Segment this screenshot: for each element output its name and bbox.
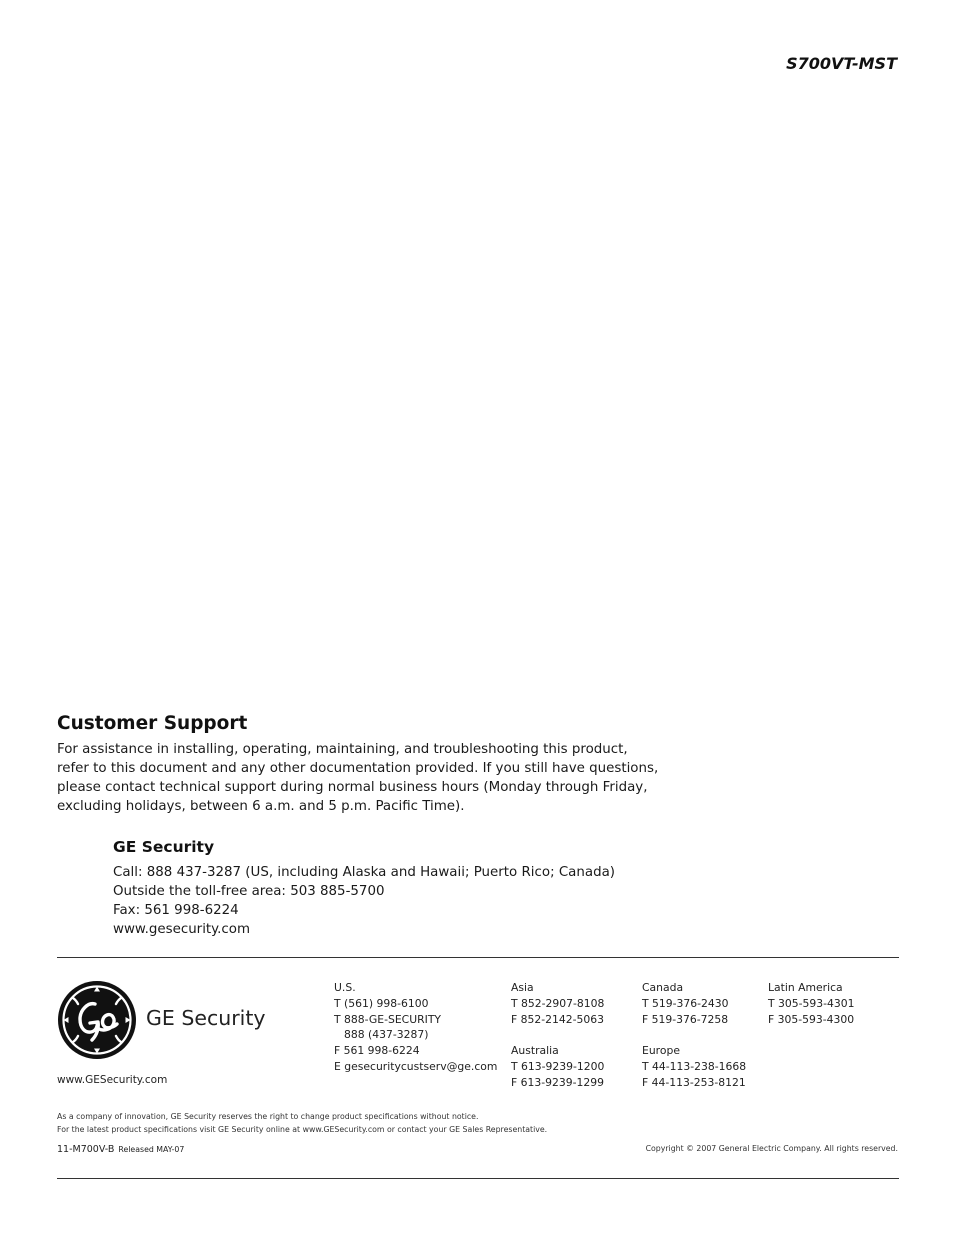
office-label: Latin America (768, 981, 843, 994)
release-date: Released MAY-07 (118, 1145, 185, 1154)
brand-name: GE Security (146, 1006, 266, 1030)
ge-monogram-icon (57, 980, 137, 1060)
office-phone: T 852-2907-8108 (511, 996, 605, 1010)
office-phone: T 888-GE-SECURITY (334, 1012, 442, 1026)
footer-website-link[interactable]: www.GESecurity.com (57, 1074, 168, 1086)
outside-line: Outside the toll-free area: 503 885-5700 (113, 884, 385, 899)
office-label: Canada (642, 981, 684, 994)
body-line: please contact technical support during normal business hours (Monday through Friday, (57, 780, 648, 795)
office-fax: F 852-2142-5063 (511, 1012, 604, 1026)
office-label: U.S. (334, 981, 356, 994)
office-phone: T 44-113-238-1668 (642, 1059, 747, 1073)
company-heading: GE Security (113, 838, 215, 856)
fax-line: Fax: 561 998-6224 (113, 903, 239, 918)
office-fax: F 613-9239-1299 (511, 1075, 604, 1089)
office-fax: F 305-593-4300 (768, 1012, 855, 1026)
disclaimer-line: As a company of innovation, GE Security reserves the right to change product specifications without notice. (57, 1112, 479, 1121)
call-line: Call: 888 437-3287 (US, including Alaska and Hawaii; Puerto Rico; Canada) (113, 865, 616, 880)
divider-top (57, 957, 899, 958)
customer-support-heading: Customer Support (57, 713, 248, 734)
disclaimer (57, 1110, 547, 1136)
body-line: refer to this document and any other documentation provided. If you still have questions, (57, 761, 659, 776)
office-fax: F 44-113-253-8121 (642, 1075, 746, 1089)
office-fax: F 561 998-6224 (334, 1044, 420, 1058)
office-label: Australia (511, 1044, 559, 1058)
office-label: Europe (642, 1044, 680, 1058)
customer-support-body (57, 740, 677, 816)
office-phone: T 519-376-2430 (642, 996, 729, 1010)
office-asia-australia (511, 980, 604, 1091)
office-phone: T 305-593-4301 (768, 996, 855, 1010)
website-link[interactable]: www.gesecurity.com (113, 922, 251, 937)
doc-number: 11-M700V-B (57, 1144, 115, 1155)
company-contact (113, 863, 615, 939)
office-email[interactable]: E gesecuritycustserv@ge.com (334, 1059, 498, 1073)
office-us (334, 980, 497, 1075)
office-phone: 888 (437-3287) (344, 1028, 429, 1042)
divider-bottom (57, 1178, 899, 1179)
body-line: excluding holidays, between 6 a.m. and 5 p.m. Pacific Time). (57, 799, 465, 814)
office-latin-america (768, 980, 855, 1027)
body-line: For assistance in installing, operating, maintaining, and troubleshooting this product, (57, 742, 628, 757)
office-label: Asia (511, 981, 534, 994)
disclaimer-line: For the latest product specifications visit GE Security online at www.GESecurity.com or contact your GE Sales Representative. (57, 1125, 548, 1134)
office-phone: T 613-9239-1200 (511, 1059, 605, 1073)
model-number: S700VT-MST (786, 54, 897, 73)
office-phone: T (561) 998-6100 (334, 996, 429, 1010)
office-canada-europe (642, 980, 746, 1091)
office-fax: F 519-376-7258 (642, 1012, 729, 1026)
copyright: Copyright © 2007 General Electric Company. All rights reserved. (645, 1144, 898, 1153)
document-number (57, 1144, 184, 1155)
